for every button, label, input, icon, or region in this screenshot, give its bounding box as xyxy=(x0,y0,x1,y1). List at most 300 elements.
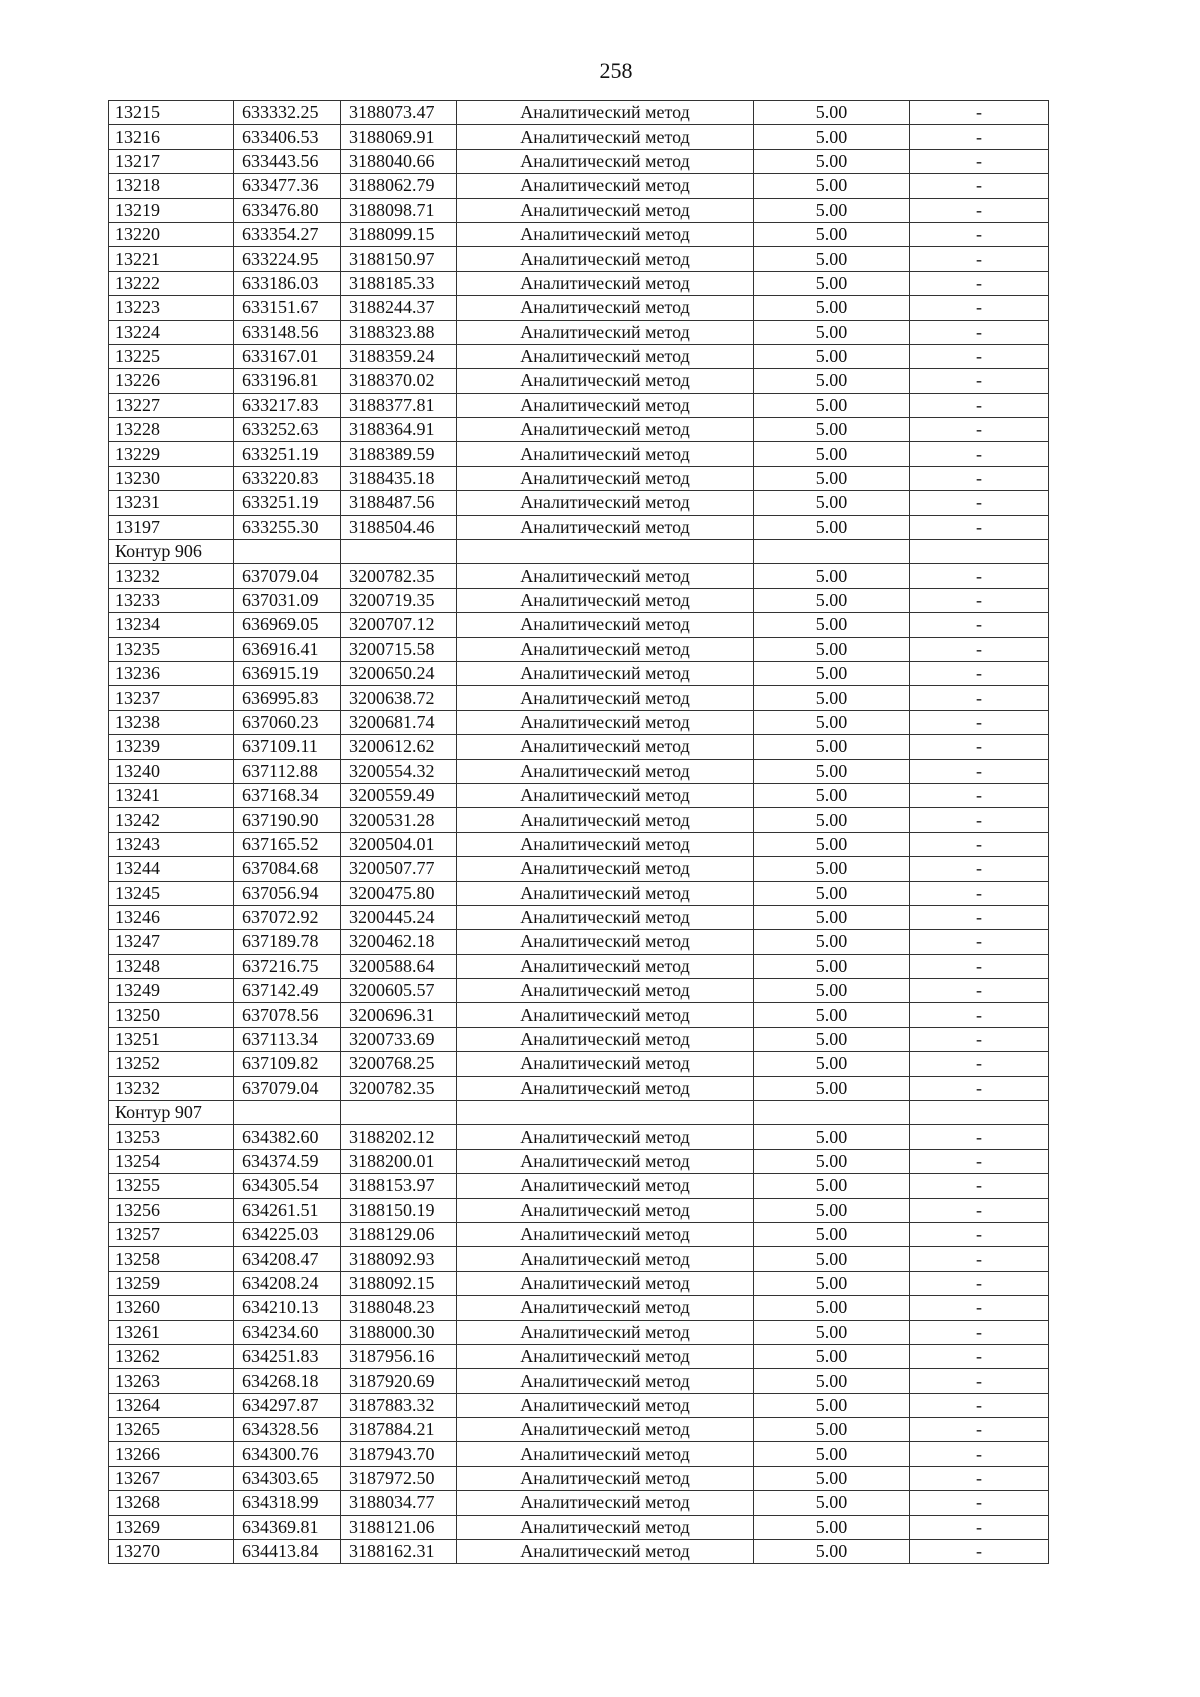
table-row xyxy=(109,783,1049,807)
error-cell: 5.00 xyxy=(754,101,910,125)
point-id-cell: 13218 xyxy=(109,174,234,198)
point-id-cell: 13256 xyxy=(109,1198,234,1222)
y-coordinate-cell: 3200559.49 xyxy=(341,783,457,807)
method-cell: Аналитический метод xyxy=(457,442,754,466)
note-cell: - xyxy=(910,564,1049,588)
y-coordinate-cell: 3188153.97 xyxy=(341,1174,457,1198)
table-row xyxy=(109,930,1049,954)
y-coordinate-cell: 3188244.37 xyxy=(341,296,457,320)
x-coordinate-cell: 633477.36 xyxy=(234,174,341,198)
x-coordinate-cell: 633196.81 xyxy=(234,369,341,393)
table-row xyxy=(109,1393,1049,1417)
table-row xyxy=(109,466,1049,490)
method-cell: Аналитический метод xyxy=(457,1320,754,1344)
note-cell: - xyxy=(910,1003,1049,1027)
note-cell: - xyxy=(910,101,1049,125)
y-coordinate-cell: 3188092.15 xyxy=(341,1271,457,1295)
point-id-cell: 13254 xyxy=(109,1149,234,1173)
note-cell: - xyxy=(910,588,1049,612)
point-id-cell: 13247 xyxy=(109,930,234,954)
point-id-cell: 13244 xyxy=(109,857,234,881)
y-coordinate-cell: 3200707.12 xyxy=(341,613,457,637)
note-cell: - xyxy=(910,1198,1049,1222)
table-row xyxy=(109,320,1049,344)
x-coordinate-cell: 637190.90 xyxy=(234,808,341,832)
point-id-cell: 13215 xyxy=(109,101,234,125)
note-cell: - xyxy=(910,979,1049,1003)
y-coordinate-cell: 3188200.01 xyxy=(341,1149,457,1173)
x-coordinate-cell: 637079.04 xyxy=(234,1076,341,1100)
error-cell: 5.00 xyxy=(754,857,910,881)
table-row xyxy=(109,1418,1049,1442)
method-cell: Аналитический метод xyxy=(457,1003,754,1027)
point-id-cell: 13245 xyxy=(109,881,234,905)
point-id-cell: 13259 xyxy=(109,1271,234,1295)
x-coordinate-cell: 634251.83 xyxy=(234,1344,341,1368)
error-cell: 5.00 xyxy=(754,393,910,417)
method-cell: Аналитический метод xyxy=(457,1466,754,1490)
y-coordinate-cell: 3188202.12 xyxy=(341,1125,457,1149)
y-coordinate-cell: 3200768.25 xyxy=(341,1052,457,1076)
y-coordinate-cell: 3200638.72 xyxy=(341,686,457,710)
point-id-cell: 13240 xyxy=(109,759,234,783)
point-id-cell: 13269 xyxy=(109,1515,234,1539)
note-cell: - xyxy=(910,515,1049,539)
y-coordinate-cell: 3187956.16 xyxy=(341,1344,457,1368)
error-cell: 5.00 xyxy=(754,1076,910,1100)
error-cell: 5.00 xyxy=(754,247,910,271)
method-cell: Аналитический метод xyxy=(457,930,754,954)
note-cell: - xyxy=(910,344,1049,368)
method-cell: Аналитический метод xyxy=(457,905,754,929)
error-cell: 5.00 xyxy=(754,1466,910,1490)
table-row xyxy=(109,1003,1049,1027)
table-row xyxy=(109,393,1049,417)
note-cell: - xyxy=(910,1466,1049,1490)
x-coordinate-cell: 634413.84 xyxy=(234,1540,341,1564)
table-row xyxy=(109,954,1049,978)
x-coordinate-cell: 634225.03 xyxy=(234,1222,341,1246)
table-row xyxy=(109,637,1049,661)
table-row xyxy=(109,1125,1049,1149)
y-coordinate-cell: 3188034.77 xyxy=(341,1491,457,1515)
point-id-cell: 13248 xyxy=(109,954,234,978)
note-cell: - xyxy=(910,271,1049,295)
table-row xyxy=(109,808,1049,832)
table-row xyxy=(109,442,1049,466)
x-coordinate-cell: 637109.11 xyxy=(234,735,341,759)
note-cell: - xyxy=(910,1442,1049,1466)
x-coordinate-cell: 637142.49 xyxy=(234,979,341,1003)
table-row xyxy=(109,344,1049,368)
note-cell: - xyxy=(910,1515,1049,1539)
x-coordinate-cell: 633354.27 xyxy=(234,222,341,246)
y-coordinate-cell: 3200650.24 xyxy=(341,661,457,685)
contour-label-cell: Контур 906 xyxy=(109,540,234,564)
point-id-cell: 13250 xyxy=(109,1003,234,1027)
y-coordinate-cell: 3188359.24 xyxy=(341,344,457,368)
error-cell: 5.00 xyxy=(754,515,910,539)
method-cell: Аналитический метод xyxy=(457,466,754,490)
method-cell: Аналитический метод xyxy=(457,1442,754,1466)
x-coordinate-cell: 637112.88 xyxy=(234,759,341,783)
note-cell: - xyxy=(910,637,1049,661)
point-id-cell: 13221 xyxy=(109,247,234,271)
method-cell: Аналитический метод xyxy=(457,832,754,856)
method-cell xyxy=(457,1101,754,1125)
point-id-cell: 13241 xyxy=(109,783,234,807)
method-cell: Аналитический метод xyxy=(457,1052,754,1076)
point-id-cell: 13234 xyxy=(109,613,234,637)
y-coordinate-cell: 3188323.88 xyxy=(341,320,457,344)
table-row xyxy=(109,661,1049,685)
table-row xyxy=(109,1271,1049,1295)
error-cell: 5.00 xyxy=(754,979,910,1003)
x-coordinate-cell: 637084.68 xyxy=(234,857,341,881)
y-coordinate-cell: 3200554.32 xyxy=(341,759,457,783)
x-coordinate-cell: 637056.94 xyxy=(234,881,341,905)
table-row xyxy=(109,247,1049,271)
y-coordinate-cell: 3200588.64 xyxy=(341,954,457,978)
x-coordinate-cell: 633220.83 xyxy=(234,466,341,490)
table-row xyxy=(109,296,1049,320)
method-cell: Аналитический метод xyxy=(457,661,754,685)
method-cell: Аналитический метод xyxy=(457,491,754,515)
table-row xyxy=(109,1296,1049,1320)
note-cell: - xyxy=(910,247,1049,271)
point-id-cell: 13270 xyxy=(109,1540,234,1564)
point-id-cell: 13235 xyxy=(109,637,234,661)
error-cell: 5.00 xyxy=(754,1515,910,1539)
note-cell: - xyxy=(910,881,1049,905)
note-cell: - xyxy=(910,759,1049,783)
note-cell: - xyxy=(910,222,1049,246)
x-coordinate-cell: 636915.19 xyxy=(234,661,341,685)
error-cell: 5.00 xyxy=(754,1003,910,1027)
error-cell: 5.00 xyxy=(754,905,910,929)
x-coordinate-cell: 634382.60 xyxy=(234,1125,341,1149)
y-coordinate-cell: 3200782.35 xyxy=(341,1076,457,1100)
note-cell xyxy=(910,1101,1049,1125)
method-cell: Аналитический метод xyxy=(457,1174,754,1198)
x-coordinate-cell: 633251.19 xyxy=(234,442,341,466)
point-id-cell: 13216 xyxy=(109,125,234,149)
error-cell: 5.00 xyxy=(754,808,910,832)
error-cell xyxy=(754,1101,910,1125)
point-id-cell: 13261 xyxy=(109,1320,234,1344)
table-row xyxy=(109,125,1049,149)
note-cell: - xyxy=(910,1418,1049,1442)
note-cell: - xyxy=(910,418,1049,442)
error-cell: 5.00 xyxy=(754,418,910,442)
method-cell: Аналитический метод xyxy=(457,271,754,295)
point-id-cell: 13238 xyxy=(109,710,234,734)
point-id-cell: 13225 xyxy=(109,344,234,368)
method-cell: Аналитический метод xyxy=(457,296,754,320)
method-cell: Аналитический метод xyxy=(457,418,754,442)
point-id-cell: 13223 xyxy=(109,296,234,320)
method-cell: Аналитический метод xyxy=(457,954,754,978)
method-cell: Аналитический метод xyxy=(457,1296,754,1320)
table-row xyxy=(109,1344,1049,1368)
point-id-cell: 13229 xyxy=(109,442,234,466)
x-coordinate-cell: 637113.34 xyxy=(234,1027,341,1051)
method-cell: Аналитический метод xyxy=(457,174,754,198)
y-coordinate-cell: 3188504.46 xyxy=(341,515,457,539)
note-cell: - xyxy=(910,613,1049,637)
point-id-cell: 13226 xyxy=(109,369,234,393)
error-cell: 5.00 xyxy=(754,466,910,490)
note-cell: - xyxy=(910,661,1049,685)
x-coordinate-cell: 634374.59 xyxy=(234,1149,341,1173)
table-row xyxy=(109,101,1049,125)
table-row xyxy=(109,564,1049,588)
point-id-cell: 13242 xyxy=(109,808,234,832)
table-row xyxy=(109,1222,1049,1246)
method-cell: Аналитический метод xyxy=(457,857,754,881)
y-coordinate-cell: 3188000.30 xyxy=(341,1320,457,1344)
error-cell: 5.00 xyxy=(754,832,910,856)
note-cell: - xyxy=(910,1296,1049,1320)
note-cell: - xyxy=(910,1125,1049,1149)
error-cell: 5.00 xyxy=(754,661,910,685)
x-coordinate-cell: 633224.95 xyxy=(234,247,341,271)
x-coordinate-cell: 633476.80 xyxy=(234,198,341,222)
note-cell: - xyxy=(910,125,1049,149)
method-cell: Аналитический метод xyxy=(457,149,754,173)
error-cell: 5.00 xyxy=(754,881,910,905)
x-coordinate-cell: 637168.34 xyxy=(234,783,341,807)
note-cell: - xyxy=(910,1052,1049,1076)
y-coordinate-cell: 3200504.01 xyxy=(341,832,457,856)
y-coordinate-cell: 3200445.24 xyxy=(341,905,457,929)
note-cell: - xyxy=(910,857,1049,881)
x-coordinate-cell: 634318.99 xyxy=(234,1491,341,1515)
table-row xyxy=(109,1540,1049,1564)
method-cell: Аналитический метод xyxy=(457,1027,754,1051)
point-id-cell: 13251 xyxy=(109,1027,234,1051)
x-coordinate-cell: 634303.65 xyxy=(234,1466,341,1490)
note-cell: - xyxy=(910,149,1049,173)
error-cell: 5.00 xyxy=(754,1491,910,1515)
method-cell: Аналитический метод xyxy=(457,222,754,246)
y-coordinate-cell: 3188073.47 xyxy=(341,101,457,125)
note-cell: - xyxy=(910,1271,1049,1295)
x-coordinate-cell: 637216.75 xyxy=(234,954,341,978)
method-cell: Аналитический метод xyxy=(457,1076,754,1100)
table-row xyxy=(109,735,1049,759)
error-cell: 5.00 xyxy=(754,1296,910,1320)
note-cell: - xyxy=(910,1027,1049,1051)
table-row xyxy=(109,613,1049,637)
table-row xyxy=(109,1369,1049,1393)
table-row xyxy=(109,1052,1049,1076)
y-coordinate-cell: 3188062.79 xyxy=(341,174,457,198)
note-cell: - xyxy=(910,1540,1049,1564)
table-row xyxy=(109,222,1049,246)
error-cell: 5.00 xyxy=(754,1027,910,1051)
x-coordinate-cell: 633332.25 xyxy=(234,101,341,125)
x-coordinate-cell: 637189.78 xyxy=(234,930,341,954)
error-cell: 5.00 xyxy=(754,613,910,637)
point-id-cell: 13252 xyxy=(109,1052,234,1076)
table-row xyxy=(109,1027,1049,1051)
y-coordinate-cell xyxy=(341,1101,457,1125)
table-row xyxy=(109,174,1049,198)
point-id-cell: 13262 xyxy=(109,1344,234,1368)
method-cell: Аналитический метод xyxy=(457,1540,754,1564)
note-cell: - xyxy=(910,442,1049,466)
table-row xyxy=(109,491,1049,515)
point-id-cell: 13197 xyxy=(109,515,234,539)
x-coordinate-cell: 636995.83 xyxy=(234,686,341,710)
contour-header-row xyxy=(109,1101,1049,1125)
table-row xyxy=(109,979,1049,1003)
x-coordinate-cell xyxy=(234,1101,341,1125)
note-cell: - xyxy=(910,735,1049,759)
method-cell: Аналитический метод xyxy=(457,1418,754,1442)
method-cell: Аналитический метод xyxy=(457,735,754,759)
error-cell: 5.00 xyxy=(754,1052,910,1076)
error-cell: 5.00 xyxy=(754,1418,910,1442)
y-coordinate-cell: 3188150.19 xyxy=(341,1198,457,1222)
note-cell: - xyxy=(910,1344,1049,1368)
x-coordinate-cell: 633255.30 xyxy=(234,515,341,539)
error-cell: 5.00 xyxy=(754,344,910,368)
method-cell: Аналитический метод xyxy=(457,979,754,1003)
table-row xyxy=(109,369,1049,393)
method-cell: Аналитический метод xyxy=(457,515,754,539)
point-id-cell: 13266 xyxy=(109,1442,234,1466)
y-coordinate-cell xyxy=(341,540,457,564)
y-coordinate-cell: 3200507.77 xyxy=(341,857,457,881)
method-cell: Аналитический метод xyxy=(457,1369,754,1393)
y-coordinate-cell: 3200605.57 xyxy=(341,979,457,1003)
x-coordinate-cell: 634208.47 xyxy=(234,1247,341,1271)
y-coordinate-cell: 3188150.97 xyxy=(341,247,457,271)
error-cell: 5.00 xyxy=(754,1540,910,1564)
y-coordinate-cell: 3188121.06 xyxy=(341,1515,457,1539)
x-coordinate-cell: 634305.54 xyxy=(234,1174,341,1198)
x-coordinate-cell: 634328.56 xyxy=(234,1418,341,1442)
contour-header-row xyxy=(109,540,1049,564)
method-cell: Аналитический метод xyxy=(457,564,754,588)
note-cell: - xyxy=(910,1222,1049,1246)
method-cell: Аналитический метод xyxy=(457,1149,754,1173)
method-cell: Аналитический метод xyxy=(457,1198,754,1222)
error-cell: 5.00 xyxy=(754,1393,910,1417)
x-coordinate-cell: 633186.03 xyxy=(234,271,341,295)
note-cell: - xyxy=(910,710,1049,734)
y-coordinate-cell: 3188377.81 xyxy=(341,393,457,417)
point-id-cell: 13265 xyxy=(109,1418,234,1442)
error-cell: 5.00 xyxy=(754,271,910,295)
note-cell: - xyxy=(910,369,1049,393)
y-coordinate-cell: 3200475.80 xyxy=(341,881,457,905)
table-row xyxy=(109,271,1049,295)
note-cell: - xyxy=(910,296,1049,320)
table-row xyxy=(109,759,1049,783)
error-cell: 5.00 xyxy=(754,1344,910,1368)
table-row xyxy=(109,710,1049,734)
error-cell: 5.00 xyxy=(754,783,910,807)
table-row xyxy=(109,905,1049,929)
note-cell: - xyxy=(910,174,1049,198)
point-id-cell: 13268 xyxy=(109,1491,234,1515)
table-row xyxy=(109,1515,1049,1539)
method-cell: Аналитический метод xyxy=(457,881,754,905)
note-cell: - xyxy=(910,808,1049,832)
error-cell: 5.00 xyxy=(754,686,910,710)
x-coordinate-cell: 637078.56 xyxy=(234,1003,341,1027)
method-cell: Аналитический метод xyxy=(457,759,754,783)
point-id-cell: 13232 xyxy=(109,1076,234,1100)
error-cell: 5.00 xyxy=(754,735,910,759)
x-coordinate-cell: 633148.56 xyxy=(234,320,341,344)
error-cell: 5.00 xyxy=(754,564,910,588)
error-cell: 5.00 xyxy=(754,1247,910,1271)
method-cell: Аналитический метод xyxy=(457,1515,754,1539)
note-cell: - xyxy=(910,1149,1049,1173)
y-coordinate-cell: 3188370.02 xyxy=(341,369,457,393)
note-cell: - xyxy=(910,905,1049,929)
y-coordinate-cell: 3188048.23 xyxy=(341,1296,457,1320)
y-coordinate-cell: 3188069.91 xyxy=(341,125,457,149)
method-cell: Аналитический метод xyxy=(457,1222,754,1246)
page-number: 258 xyxy=(599,58,633,83)
error-cell: 5.00 xyxy=(754,710,910,734)
x-coordinate-cell: 634268.18 xyxy=(234,1369,341,1393)
point-id-cell: 13253 xyxy=(109,1125,234,1149)
y-coordinate-cell: 3200719.35 xyxy=(341,588,457,612)
y-coordinate-cell: 3187884.21 xyxy=(341,1418,457,1442)
x-coordinate-cell: 634261.51 xyxy=(234,1198,341,1222)
y-coordinate-cell: 3188364.91 xyxy=(341,418,457,442)
error-cell: 5.00 xyxy=(754,954,910,978)
error-cell: 5.00 xyxy=(754,588,910,612)
method-cell: Аналитический метод xyxy=(457,320,754,344)
error-cell: 5.00 xyxy=(754,759,910,783)
y-coordinate-cell: 3187883.32 xyxy=(341,1393,457,1417)
y-coordinate-cell: 3200681.74 xyxy=(341,710,457,734)
note-cell: - xyxy=(910,1247,1049,1271)
table-row xyxy=(109,1442,1049,1466)
method-cell: Аналитический метод xyxy=(457,1247,754,1271)
point-id-cell: 13237 xyxy=(109,686,234,710)
table-row xyxy=(109,1149,1049,1173)
point-id-cell: 13264 xyxy=(109,1393,234,1417)
note-cell: - xyxy=(910,783,1049,807)
method-cell: Аналитический метод xyxy=(457,808,754,832)
table-row xyxy=(109,686,1049,710)
x-coordinate-cell: 634369.81 xyxy=(234,1515,341,1539)
table-row xyxy=(109,857,1049,881)
error-cell: 5.00 xyxy=(754,296,910,320)
note-cell xyxy=(910,540,1049,564)
note-cell: - xyxy=(910,1320,1049,1344)
error-cell: 5.00 xyxy=(754,198,910,222)
error-cell: 5.00 xyxy=(754,125,910,149)
error-cell: 5.00 xyxy=(754,1149,910,1173)
x-coordinate-cell: 633251.19 xyxy=(234,491,341,515)
method-cell: Аналитический метод xyxy=(457,1125,754,1149)
x-coordinate-cell: 634297.87 xyxy=(234,1393,341,1417)
y-coordinate-cell: 3188389.59 xyxy=(341,442,457,466)
point-id-cell: 13231 xyxy=(109,491,234,515)
note-cell: - xyxy=(910,320,1049,344)
point-id-cell: 13232 xyxy=(109,564,234,588)
point-id-cell: 13236 xyxy=(109,661,234,685)
